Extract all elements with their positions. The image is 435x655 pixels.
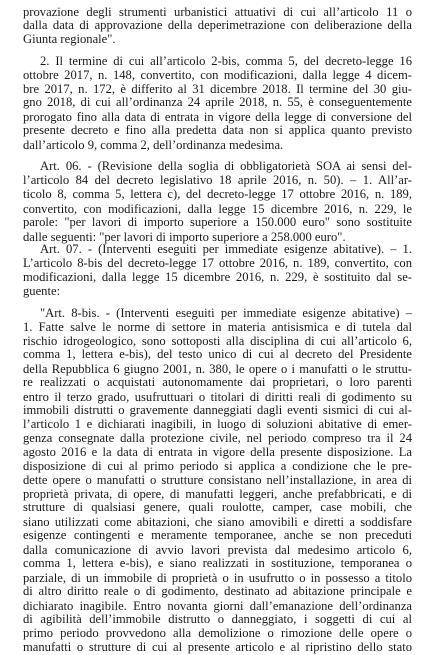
text-line: di agibilità dell’immobile distrutto o danneggiato, i soggetti di cui al — [23, 612, 412, 626]
text-line: L’articolo 8-bis del decreto-legge 17 ottobre 2016, n. 189, convertito, con — [23, 256, 412, 270]
text-line: Art. 07. - (Interventi eseguiti per immediate esigenze abitative). – 1. — [40, 242, 412, 256]
text-line: Art. 06. - (Revisione della soglia di obbligatorietà SOA ai sensi del- — [40, 159, 412, 173]
text-line: ticolo 8, comma 5, lettera c), del decreto-legge 17 ottobre 2016, n. 189, — [23, 187, 412, 201]
text-line: presente decreto e fino alla predetta data non si applica quanto previsto — [23, 123, 412, 137]
text-line: manufatti o strutture di cui al presente articolo e al ripristino dello stato — [23, 640, 412, 654]
text-line: "Art. 8-bis. - (Interventi eseguiti per immediate esigenze abitative) – — [40, 306, 412, 320]
text-line: guente: — [23, 284, 61, 298]
text-line: agosto 2016 e la data di entrata in vigore della presente disposizione. La — [23, 445, 412, 459]
text-line: parole: "per lavori di importo superiore a 150.000 euro" sono sostituite — [23, 215, 412, 229]
text-line: gno 2018, di cui all’ordinanza 24 aprile 2018, n. 55, è conseguentemente — [23, 95, 412, 109]
text-line: comma 1, lettera e-bis), e siano realizzati in sostituzione, temporanea o — [23, 556, 412, 570]
text-line: re realizzati o acquistati autonomamente dai proprietari, o loro parenti — [23, 375, 412, 389]
text-line: di altro diritto reale o di godimento, destinato ad abitazione principale e — [23, 584, 412, 598]
text-line: l’articolo 84 del decreto legislativo 18 aprile 2016, n. 50). – 1. All’ar- — [23, 173, 412, 187]
text-line: siano utilizzati come abitazioni, che siano amovibili e diretti a soddisfare — [23, 515, 412, 529]
text-line: ottobre 2017, n. 148, convertito, con modificazioni, dalla legge 4 dicem- — [23, 68, 412, 82]
text-line: strutture di qualsiasi genere, quali roulotte, camper, case mobili, che — [23, 500, 412, 514]
text-line: dalla data di approvazione della deperimetrazione con deliberazione della — [23, 18, 412, 32]
text-line: entro il terzo grado, usufruttuari o titolari di diritti reali di godimento su — [23, 390, 412, 404]
text-line: 1. Fatte salve le norme di settore in materia antisismica e di tutela dal — [23, 320, 412, 334]
text-line: modificazioni, dalla legge 15 dicembre 2016, n. 229, è sostituito dal se- — [23, 270, 412, 284]
text-line: primo periodo provvedono alla demolizione o rimozione delle opere o — [23, 626, 412, 640]
text-line: dalla comunicazione di avvio lavori prevista dal medesimo articolo 6, — [23, 543, 412, 557]
text-line: disposizione di cui al primo periodo si applica a condizione che le pre- — [23, 459, 412, 473]
text-line: comma 1, lettera e-bis), del testo unico di cui al decreto del Presidente — [23, 347, 412, 361]
text-line: della Repubblica 6 giugno 2001, n. 380, le opere o i manufatti o le struttu- — [23, 362, 412, 376]
text-line: l’articolo 1 e dichiarati inagibili, in luogo di soluzioni abitative di emer- — [23, 417, 412, 431]
text-line: provazione degli strumenti urbanistici attuativi di cui all’articolo 11 o — [23, 5, 412, 19]
text-line: proprietà privata, di opere, di manufatti leggeri, anche prefabbricati, e di — [23, 487, 412, 501]
text-line: bre 2017, n. 172, è differito al 31 dicembre 2018. Il termine del 30 giu- — [23, 82, 412, 96]
text-line: prorogato fino alla data di entrata in vigore della legge di conversione del — [23, 110, 412, 124]
text-line: immobili distrutti o gravemente danneggiati dagli eventi sismici di cui al- — [23, 403, 412, 417]
text-line: esigenze contingenti e meramente temporanee, anche se non preceduti — [23, 528, 412, 542]
text-line: genza consegnate dalla protezione civile, nel periodo compreso tra il 24 — [23, 431, 412, 445]
text-line: dichiarato inagibile. Entro novanta giorni dall’emanazione dell’ordinanza — [23, 599, 412, 613]
text-line: parziale, di un immobile di proprietà o in usufrutto o in possesso a titolo — [23, 571, 412, 585]
text-line: Giunta regionale". — [23, 32, 116, 46]
text-line: dalle seguenti: "per lavori di importo superiore a 258.000 euro". — [23, 230, 346, 244]
text-line: convertito, con modificazioni, dalla legge 15 dicembre 2016, n. 229, le — [23, 202, 412, 216]
text-line: 2. Il termine di cui all’articolo 2-bis, comma 5, del decreto-legge 16 — [40, 54, 412, 68]
text-line: rischio idrogeologico, sono sottoposti alla disciplina di cui all’articolo 6, — [23, 334, 412, 348]
text-line: dall’articolo 9, comma 2, dell’ordinanza medesima. — [23, 138, 284, 152]
text-line: dette opere o manufatti o strutture consistano nell’installazione, in area di — [23, 473, 412, 487]
